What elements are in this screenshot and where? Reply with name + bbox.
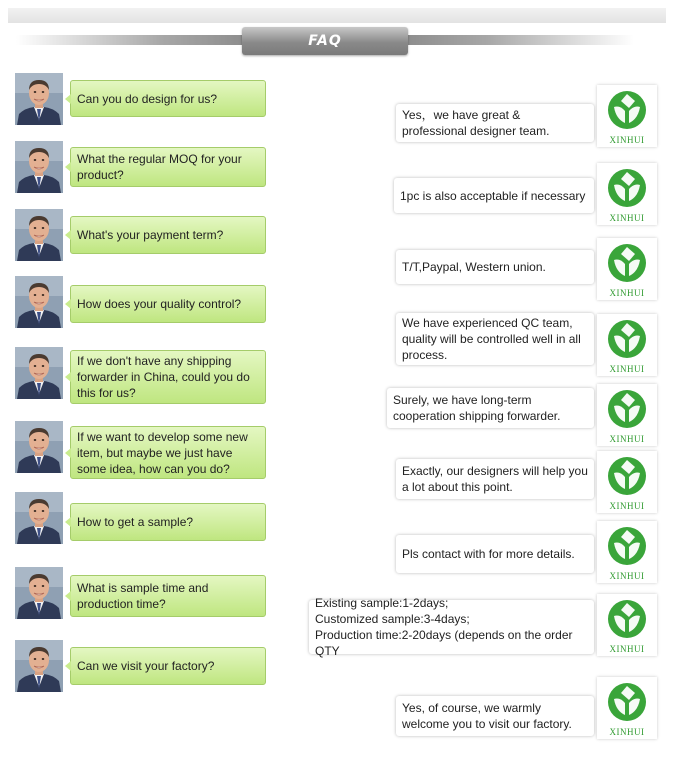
answer-bubble xyxy=(396,459,594,499)
answer-text: Yes, of course, we warmly welcome you to visit our factory. xyxy=(402,701,572,731)
logo-wordmark: XINHUI xyxy=(609,213,645,223)
leaf-icon xyxy=(606,455,648,497)
xinhui-logo xyxy=(597,521,657,583)
question-text: If we want to develop some new item, but maybe we just have some idea, how can you do? xyxy=(77,429,248,476)
customer-avatar xyxy=(15,640,63,692)
avatar-portrait xyxy=(15,347,63,399)
question-bubble xyxy=(70,503,266,541)
avatar-portrait xyxy=(15,640,63,692)
answer-text: Surely, we have long-term cooperation shipping forwarder. xyxy=(393,393,561,423)
answer-text: 1pc is also acceptable if necessary xyxy=(400,188,586,203)
question-text: Can you do design for us? xyxy=(77,91,218,106)
avatar-portrait xyxy=(15,73,63,125)
logo-wordmark: XINHUI xyxy=(609,364,645,374)
answer-bubble xyxy=(396,313,594,365)
logo-wordmark: XINHUI xyxy=(609,135,645,145)
page-title: FAQ xyxy=(242,27,408,55)
answer-text: Pls contact with for more details. xyxy=(402,547,575,561)
answer-text: We have experienced QC team, quality will be controlled well in all process. xyxy=(402,316,581,362)
leaf-icon xyxy=(606,242,648,284)
logo-wordmark: XINHUI xyxy=(609,288,645,298)
header-divider-left xyxy=(16,35,242,45)
answer-text: Yes，we have great & professional designer team. xyxy=(402,108,550,138)
question-text: What is sample time and production time? xyxy=(77,581,209,611)
question-text: How to get a sample? xyxy=(77,515,194,529)
answer-text: Existing sample:1-2days; Customized sample:3-4days; Production time:2-20days (depends on the order QTY xyxy=(315,596,573,658)
leaf-icon xyxy=(606,89,648,131)
customer-avatar xyxy=(15,492,63,544)
avatar-portrait xyxy=(15,276,63,328)
question-bubble xyxy=(70,216,266,254)
xinhui-logo xyxy=(597,384,657,446)
question-bubble xyxy=(70,426,266,479)
avatar-portrait xyxy=(15,421,63,473)
question-bubble xyxy=(70,647,266,685)
avatar-portrait xyxy=(15,141,63,193)
answer-bubble xyxy=(396,104,594,142)
answer-bubble xyxy=(387,388,594,428)
logo-wordmark: XINHUI xyxy=(609,434,645,444)
answer-bubble xyxy=(396,250,594,284)
customer-avatar xyxy=(15,141,63,193)
question-bubble xyxy=(70,350,266,404)
logo-wordmark: XINHUI xyxy=(609,727,645,737)
avatar-portrait xyxy=(15,567,63,619)
answer-bubble xyxy=(396,535,594,573)
leaf-icon xyxy=(606,525,648,567)
xinhui-logo xyxy=(597,314,657,376)
question-bubble xyxy=(70,80,266,117)
logo-wordmark: XINHUI xyxy=(609,501,645,511)
answer-text: Exactly, our designers will help you a lot about this point. xyxy=(402,464,588,494)
header-bar xyxy=(8,8,666,23)
leaf-icon xyxy=(606,388,648,430)
question-text: What's your payment term? xyxy=(77,228,224,242)
answer-bubble xyxy=(396,696,594,736)
header-divider-right xyxy=(408,35,634,45)
answer-bubble xyxy=(309,596,594,658)
question-text: What the regular MOQ for your product? xyxy=(77,152,242,182)
leaf-icon xyxy=(606,681,648,723)
question-bubble xyxy=(70,285,266,323)
xinhui-logo xyxy=(597,677,657,739)
xinhui-logo xyxy=(597,85,657,147)
question-bubble xyxy=(70,575,266,617)
logo-wordmark: XINHUI xyxy=(609,644,645,654)
customer-avatar xyxy=(15,276,63,328)
answer-bubble xyxy=(394,178,594,213)
question-text: How does your quality control? xyxy=(77,297,242,311)
customer-avatar xyxy=(15,209,63,261)
leaf-icon xyxy=(606,167,648,209)
question-text: Can we visit your factory? xyxy=(77,659,215,673)
customer-avatar xyxy=(15,567,63,619)
xinhui-logo xyxy=(597,594,657,656)
xinhui-logo xyxy=(597,163,657,225)
avatar-portrait xyxy=(15,492,63,544)
customer-avatar xyxy=(15,73,63,125)
customer-avatar xyxy=(15,421,63,473)
logo-wordmark: XINHUI xyxy=(609,571,645,581)
question-bubble xyxy=(70,147,266,187)
question-text: If we don't have any shipping forwarder in China, could you do this for us? xyxy=(77,354,250,400)
leaf-icon xyxy=(606,598,648,640)
answer-text: T/T,Paypal, Western union. xyxy=(402,260,546,274)
xinhui-logo xyxy=(597,451,657,513)
xinhui-logo xyxy=(597,238,657,300)
avatar-portrait xyxy=(15,209,63,261)
customer-avatar xyxy=(15,347,63,399)
leaf-icon xyxy=(606,318,648,360)
